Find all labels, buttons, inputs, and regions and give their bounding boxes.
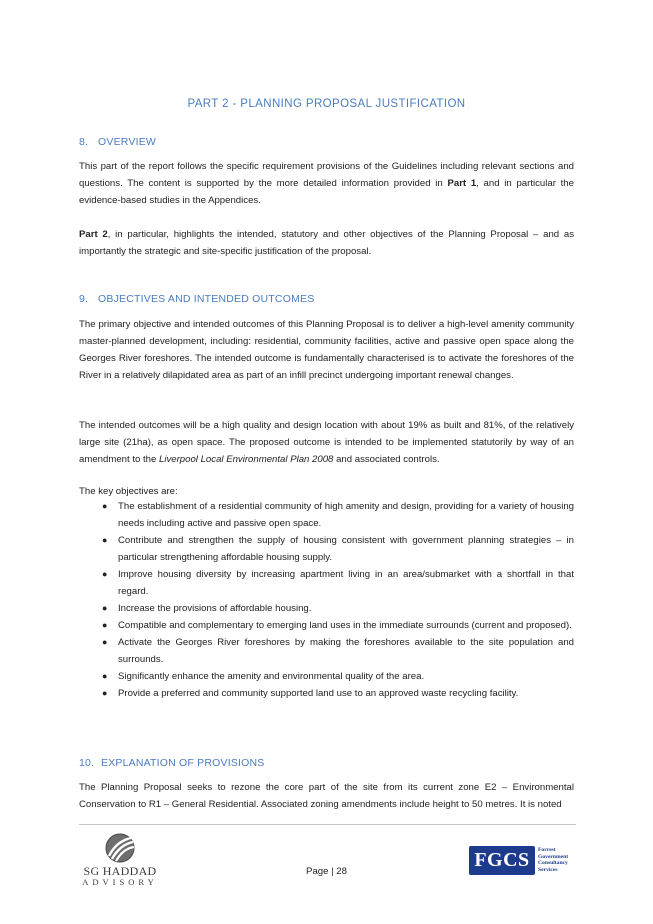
fgcs-logo — [469, 846, 577, 876]
paragraph — [79, 417, 574, 468]
logo-name: SG HADDAD — [83, 864, 157, 878]
section-heading-objectives — [79, 293, 314, 305]
list-item — [79, 566, 574, 600]
list-item-text: Activate the Georges River foreshores by making the foreshores available to the site population and surrounds. — [118, 637, 574, 665]
text-run: The Planning Proposal seeks to rezone the core part of the site from its current zone E2 – Environmental Conservation to R1 – General Residential. Associated zoning amendments include height to 50 metres. It is noted — [79, 782, 574, 810]
section-title: EXPLANATION OF PROVISIONS — [101, 757, 265, 769]
bullet-icon: ● — [102, 569, 108, 579]
list-item-text: Significantly enhance the amenity and environmental quality of the area. — [118, 671, 425, 682]
list-item-text: Contribute and strengthen the supply of housing consistent with government planning strategies – in particular strengthening affordable housing supply. — [118, 535, 574, 563]
logo-word: Consultancy — [538, 860, 568, 867]
bold-text: Part 1 — [447, 178, 477, 189]
bullet-icon: ● — [102, 620, 108, 630]
list-item — [79, 668, 574, 685]
section-title: OBJECTIVES AND INTENDED OUTCOMES — [98, 293, 315, 305]
text-run: , and in particular the evidence-based studies in the Appendices. — [79, 178, 574, 206]
section-title: OVERVIEW — [98, 136, 157, 148]
list-item-text: Provide a preferred and community supported land use to an approved waste recycling facility. — [118, 688, 519, 699]
bullet-icon: ● — [102, 535, 108, 545]
paragraph — [79, 158, 574, 209]
bullet-icon: ● — [102, 501, 108, 511]
text-run: The intended outcomes will be a high quality and design location with about 19% as built and 81%, of the relatively large site (21ha), as open space. The proposed outcome is intended to be implemented statutorily by way of an amendment to the — [79, 420, 574, 465]
key-objectives-list — [79, 498, 574, 702]
bullet-icon: ● — [102, 671, 108, 681]
paragraph — [79, 316, 574, 384]
page-number: Page | 28 — [306, 866, 347, 877]
part-title: PART 2 - PLANNING PROPOSAL JUSTIFICATION — [187, 98, 466, 110]
list-item — [79, 617, 574, 634]
logo-word: Forrest — [538, 847, 556, 853]
bold-text: Part 2 — [79, 229, 108, 240]
fgcs-logo-mark: FGCS — [469, 846, 535, 875]
list-item — [79, 634, 574, 668]
sg-haddad-logo — [80, 832, 160, 888]
section-number: 9. — [79, 293, 89, 305]
list-item-text: The establishment of a residential community of high amenity and design, providing for a variety of housing needs including active and passive open space. — [118, 501, 574, 529]
text-run: and associated controls. — [333, 454, 440, 465]
fgcs-logo-words — [538, 847, 578, 873]
list-item — [79, 600, 574, 617]
logo-word: Government — [538, 853, 569, 860]
footer-divider — [79, 824, 576, 825]
italic-text: Liverpool Local Environmental Plan 2008 — [159, 454, 334, 465]
logo-word: Services — [538, 866, 558, 873]
list-item-text: Increase the provisions of affordable housing. — [118, 603, 312, 614]
paragraph — [79, 226, 574, 260]
bullet-icon: ● — [102, 637, 108, 647]
section-number: 8. — [79, 136, 89, 148]
paragraph — [79, 779, 574, 813]
list-item — [79, 685, 574, 702]
text-run: The key objectives are: — [79, 486, 178, 497]
text-run: , in particular, highlights the intended, statutory and other objectives of the Planning Proposal – and as importantly the strategic and site-specific justification of the proposal. — [79, 229, 574, 257]
list-item — [79, 498, 574, 532]
bullet-icon: ● — [102, 688, 108, 698]
list-item-text: Compatible and complementary to emerging land uses in the immediate surrounds (current and proposed). — [118, 620, 572, 631]
text-run: This part of the report follows the specific requirement provisions of the Guidelines including relevant sections and questions. The content is supported by the more detailed information provided in — [79, 161, 574, 189]
section-number: 10. — [79, 757, 95, 769]
list-item-text: Improve housing diversity by increasing apartment living in an area/submarket with a shortfall in that regard. — [118, 569, 574, 597]
section-heading-explanation — [79, 757, 265, 769]
sg-haddad-emblem-icon — [102, 832, 138, 864]
list-item — [79, 532, 574, 566]
logo-subtitle: ADVISORY — [82, 877, 158, 887]
section-heading-overview — [79, 136, 156, 148]
text-run: The primary objective and intended outcomes of this Planning Proposal is to deliver a high-level amenity community master-planned development, including: residential, community facilities, active and passive open space along the Georges River foreshores. The intended outcome is fundamentally characterised is to activate the foreshores of the River in a relatively dilapidated area as part of an infill precinct undergoing important renewal changes. — [79, 319, 574, 381]
bullet-icon: ● — [102, 603, 108, 613]
